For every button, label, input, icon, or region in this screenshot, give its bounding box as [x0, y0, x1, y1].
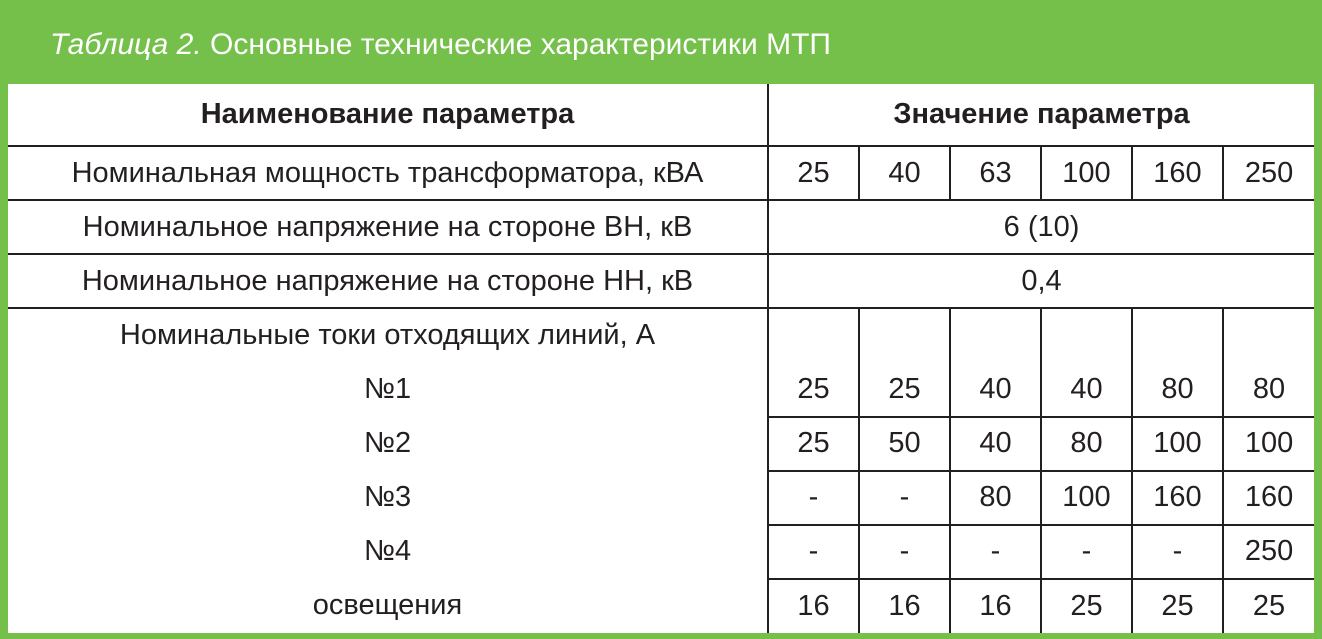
row-line-lighting	[8, 579, 1314, 633]
line-name: №4	[8, 525, 768, 579]
cell: 160	[1132, 146, 1223, 200]
cell: 40	[950, 417, 1041, 471]
cell: 100	[1041, 471, 1132, 525]
row-line-3	[8, 471, 1314, 525]
cell: 40	[1041, 362, 1132, 416]
cell: 160	[1223, 471, 1314, 525]
row-line-2	[8, 417, 1314, 471]
row-power	[8, 146, 1314, 200]
cell: 40	[950, 362, 1041, 416]
cell: -	[859, 471, 950, 525]
cell: -	[859, 525, 950, 579]
cell: 16	[950, 579, 1041, 633]
row-line-4	[8, 525, 1314, 579]
cell: 16	[768, 579, 859, 633]
row-line-1	[8, 362, 1314, 416]
header-name: Наименование параметра	[8, 84, 768, 146]
cell: 25	[1252, 589, 1286, 622]
cell	[1132, 308, 1223, 362]
cell: -	[950, 525, 1041, 579]
cell	[1041, 308, 1132, 362]
cell: 50	[859, 417, 950, 471]
cell: 160	[1132, 471, 1223, 525]
row-hv-name: Номинальное напряжение на стороне ВН, кВ	[8, 200, 768, 254]
row-hv-value: 6 (10)	[768, 200, 1314, 254]
table-body	[8, 84, 1314, 633]
line-name: №3	[8, 471, 768, 525]
cell: 250	[1223, 146, 1314, 200]
cell: -	[1132, 525, 1223, 579]
cell: 25	[768, 362, 859, 416]
cell: 100	[1132, 417, 1223, 471]
row-lv-value: 0,4	[768, 254, 1314, 308]
line-name: №1	[8, 362, 768, 416]
cell	[768, 308, 859, 362]
cell: 25	[768, 417, 859, 471]
cell: 25	[1132, 579, 1223, 633]
cell: 80	[950, 471, 1041, 525]
cell: 80	[1132, 362, 1223, 416]
row-currents-title	[8, 308, 1314, 362]
row-lv-name: Номинальное напряжение на стороне НН, кВ	[8, 254, 768, 308]
specs-table	[8, 84, 1314, 633]
cell: -	[768, 471, 859, 525]
caption-label: Таблица 2.	[50, 28, 202, 61]
cell: 100	[1223, 417, 1314, 471]
cell: 80	[1223, 362, 1314, 416]
row-lv	[8, 254, 1314, 308]
cell	[1223, 308, 1314, 362]
cell: 16	[859, 579, 950, 633]
header-value: Значение параметра	[768, 84, 1314, 146]
header-row	[8, 84, 1314, 146]
row-currents-name: Номинальные токи отходящих линий, А	[8, 308, 768, 362]
line-name: освещения	[8, 579, 768, 633]
cell: 40	[859, 146, 950, 200]
cell	[859, 308, 950, 362]
cell: 63	[950, 146, 1041, 200]
cell: 25	[1041, 579, 1132, 633]
cell: 250	[1223, 525, 1314, 579]
line-name: №2	[8, 417, 768, 471]
cell	[950, 308, 1041, 362]
cell: -	[1041, 525, 1132, 579]
row-hv	[8, 200, 1314, 254]
cell: 25	[768, 146, 859, 200]
cell: 25	[859, 362, 950, 416]
row-power-name: Номинальная мощность трансформатора, кВА	[8, 146, 768, 200]
table-caption	[50, 20, 831, 70]
cell: 80	[1041, 417, 1132, 471]
cell: 100	[1041, 146, 1132, 200]
caption-title: Основные технические характеристики МТП	[210, 28, 831, 61]
cell: -	[768, 525, 859, 579]
